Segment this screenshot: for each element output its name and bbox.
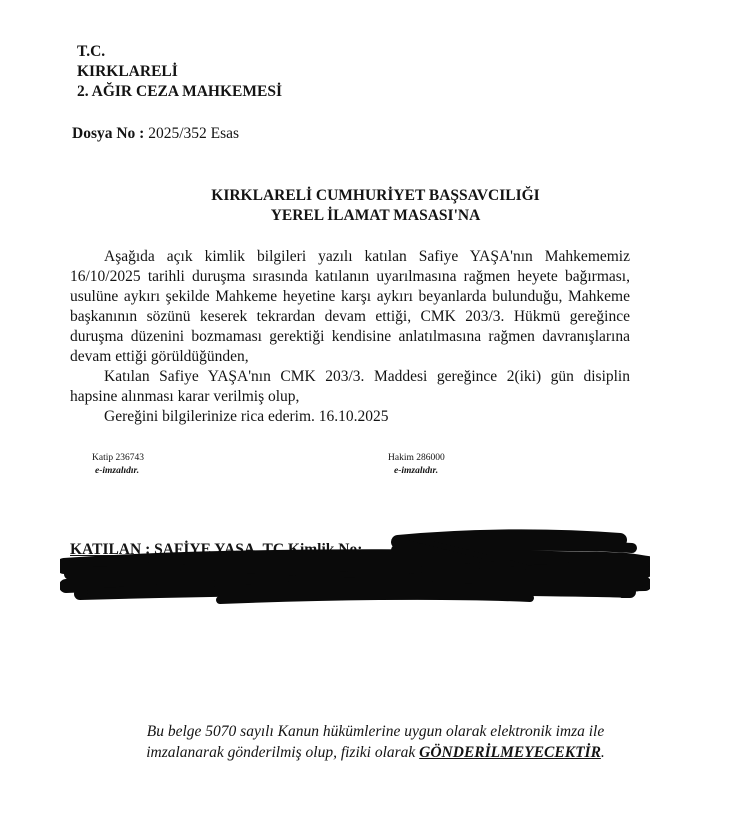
footer-line-1: Bu belge 5070 sayılı Kanun hükümlerine uygun olarak elektronik imza ile [146, 723, 605, 740]
katilan-label: KATILAN : SAFİYE YAŞA, TC Kimlik No: [70, 541, 363, 558]
file-number-label: Dosya No : [72, 125, 145, 142]
redaction-scribble [60, 528, 650, 608]
footer-line-2 [0, 742, 751, 763]
footer-line-2-start: imzalanarak gönderilmiş olup, fiziki olarak [146, 744, 416, 761]
hakim-title: Hakim 286000 [388, 453, 445, 463]
body-paragraph-3: Gereğini bilgilerinize rica ederim. 16.10.2025 [104, 408, 389, 425]
recipient-line-2: YEREL İLAMAT MASASI'NA [270, 207, 481, 224]
header-court: 2. AĞIR CEZA MAHKEMESİ [77, 83, 282, 100]
footer-notice [0, 721, 751, 763]
recipient-line-1: KIRKLARELİ CUMHURİYET BAŞSAVCILIĞI [211, 187, 540, 204]
recipient-block [0, 186, 751, 226]
body-paragraph-2: Katılan Safiye YAŞA'nın CMK 203/3. Maddesi gereğince 2(iki) gün disiplin hapsine alınması karar verilmiş olup, [70, 368, 630, 405]
file-number-value: 2025/352 Esas [148, 125, 240, 142]
header-tc: T.C. [77, 43, 106, 60]
file-number [72, 125, 239, 143]
header-city: KIRKLARELİ [77, 63, 178, 80]
footer-line-2-end: . [600, 744, 605, 761]
letter-body [70, 247, 630, 427]
katip-signature [92, 452, 144, 478]
katip-esign: e-imzalıdır. [95, 466, 140, 476]
katip-title: Katip 236743 [92, 453, 144, 463]
court-header [77, 42, 282, 102]
hakim-signature [388, 452, 445, 478]
body-paragraph-1: Aşağıda açık kimlik bilgileri yazılı katılan Safiye YAŞA'nın Mahkememiz 16/10/2025 tarihli duruşma sırasında katılanın uyarılmasına rağmen heyete bağırması, usulüne aykırı şekilde Mahkeme heyetine karşı aykırı beyanlarda bulunduğu, Mahkeme başkanının sözünü keserek tekrardan devam ettiği, CMK 203/3. Hükmü gereğince duruşma düzenini bozmaması gerektiği kendisine anlatılmasına rağmen davranışlarına devam ettiği görüldüğünden, [70, 248, 630, 365]
footer-emphasis: GÖNDERİLMEYECEKTİR [419, 744, 601, 761]
hakim-esign: e-imzalıdır. [394, 466, 439, 476]
